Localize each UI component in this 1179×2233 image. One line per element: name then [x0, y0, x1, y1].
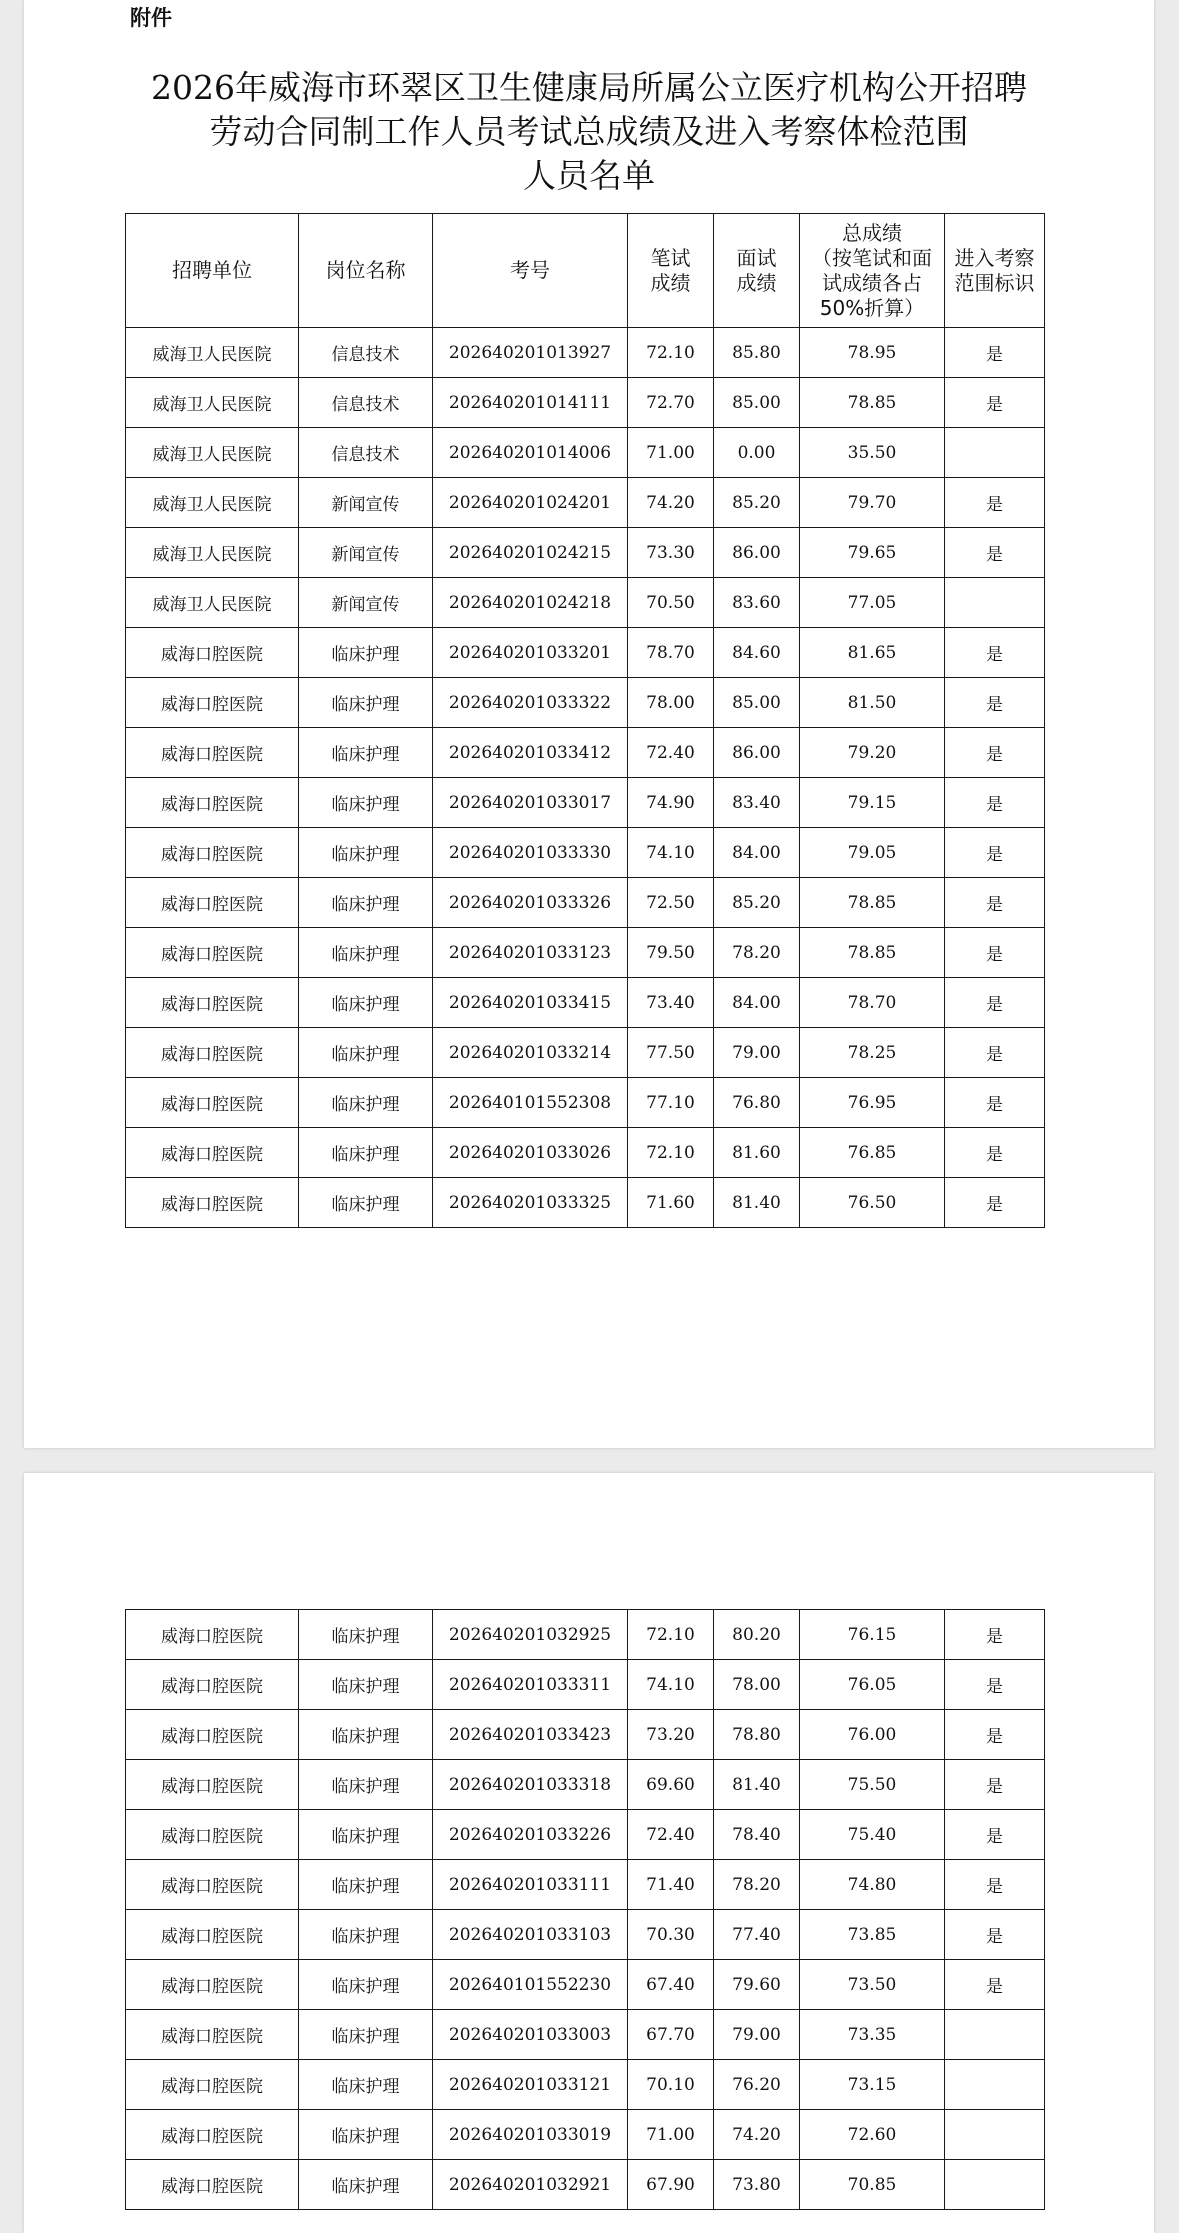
cell-unit: 威海口腔医院 — [126, 2110, 299, 2160]
cell-exam-no: 202640201033322 — [433, 678, 628, 728]
cell-total-score: 73.50 — [800, 1960, 945, 2010]
cell-interview-score: 76.20 — [714, 2060, 800, 2110]
table-row — [126, 428, 1045, 478]
cell-interview-score: 84.00 — [714, 828, 800, 878]
cell-interview-score: 83.60 — [714, 578, 800, 628]
table-row — [126, 1028, 1045, 1078]
cell-exam-no: 202640201033003 — [433, 2010, 628, 2060]
cell-position: 新闻宣传 — [299, 578, 433, 628]
cell-written-score: 78.00 — [628, 678, 714, 728]
cell-unit: 威海口腔医院 — [126, 1860, 299, 1910]
cell-interview-score: 78.40 — [714, 1810, 800, 1860]
cell-inspection-flag: 是 — [945, 928, 1045, 978]
cell-total-score: 76.50 — [800, 1178, 945, 1228]
cell-inspection-flag: 是 — [945, 1610, 1045, 1660]
cell-inspection-flag: 是 — [945, 728, 1045, 778]
cell-unit: 威海口腔医院 — [126, 2010, 299, 2060]
cell-interview-score: 81.40 — [714, 1760, 800, 1810]
cell-inspection-flag — [945, 2160, 1045, 2210]
cell-exam-no: 202640201032925 — [433, 1610, 628, 1660]
cell-unit: 威海卫人民医院 — [126, 378, 299, 428]
cell-unit: 威海口腔医院 — [126, 2060, 299, 2110]
cell-exam-no: 202640201033415 — [433, 978, 628, 1028]
cell-unit: 威海口腔医院 — [126, 1610, 299, 1660]
cell-written-score: 71.40 — [628, 1860, 714, 1910]
cell-total-score: 76.05 — [800, 1660, 945, 1710]
table-row — [126, 678, 1045, 728]
cell-total-score: 78.85 — [800, 378, 945, 428]
cell-inspection-flag: 是 — [945, 328, 1045, 378]
cell-interview-score: 80.20 — [714, 1610, 800, 1660]
cell-position: 信息技术 — [299, 328, 433, 378]
cell-unit: 威海口腔医院 — [126, 2160, 299, 2210]
cell-position: 临床护理 — [299, 2160, 433, 2210]
cell-interview-score: 85.00 — [714, 378, 800, 428]
cell-written-score: 74.20 — [628, 478, 714, 528]
cell-unit: 威海口腔医院 — [126, 1078, 299, 1128]
table-row — [126, 2060, 1045, 2110]
cell-position: 临床护理 — [299, 778, 433, 828]
cell-position: 临床护理 — [299, 1178, 433, 1228]
cell-inspection-flag — [945, 2010, 1045, 2060]
cell-position: 临床护理 — [299, 878, 433, 928]
cell-position: 临床护理 — [299, 2060, 433, 2110]
cell-inspection-flag: 是 — [945, 528, 1045, 578]
table-row — [126, 578, 1045, 628]
cell-unit: 威海卫人民医院 — [126, 478, 299, 528]
cell-position: 临床护理 — [299, 978, 433, 1028]
cell-exam-no: 202640201033326 — [433, 878, 628, 928]
header-interview-score: 面试 成绩 — [714, 214, 800, 328]
cell-exam-no: 202640201014006 — [433, 428, 628, 478]
cell-position: 新闻宣传 — [299, 528, 433, 578]
cell-total-score: 76.95 — [800, 1078, 945, 1128]
cell-inspection-flag: 是 — [945, 1078, 1045, 1128]
cell-total-score: 73.85 — [800, 1910, 945, 1960]
cell-total-score: 79.15 — [800, 778, 945, 828]
cell-total-score: 81.65 — [800, 628, 945, 678]
table-row — [126, 1178, 1045, 1228]
header-written-score: 笔试 成绩 — [628, 214, 714, 328]
cell-total-score: 78.85 — [800, 928, 945, 978]
table-row — [126, 1710, 1045, 1760]
cell-exam-no: 202640101552308 — [433, 1078, 628, 1128]
cell-written-score: 67.90 — [628, 2160, 714, 2210]
table-row — [126, 2160, 1045, 2210]
cell-written-score: 71.60 — [628, 1178, 714, 1228]
cell-unit: 威海口腔医院 — [126, 728, 299, 778]
cell-written-score: 79.50 — [628, 928, 714, 978]
cell-position: 临床护理 — [299, 928, 433, 978]
cell-position: 临床护理 — [299, 2110, 433, 2160]
cell-total-score: 76.00 — [800, 1710, 945, 1760]
cell-exam-no: 202640201024201 — [433, 478, 628, 528]
cell-position: 信息技术 — [299, 428, 433, 478]
cell-exam-no: 202640201033201 — [433, 628, 628, 678]
cell-written-score: 72.10 — [628, 328, 714, 378]
cell-exam-no: 202640201032921 — [433, 2160, 628, 2210]
cell-unit: 威海口腔医院 — [126, 1960, 299, 2010]
table-row — [126, 828, 1045, 878]
results-table-page-1 — [125, 213, 1045, 1228]
cell-unit: 威海口腔医院 — [126, 1710, 299, 1760]
table-row — [126, 1860, 1045, 1910]
table-row — [126, 778, 1045, 828]
cell-unit: 威海口腔医院 — [126, 878, 299, 928]
cell-exam-no: 202640201033111 — [433, 1860, 628, 1910]
cell-interview-score: 76.80 — [714, 1078, 800, 1128]
cell-exam-no: 202640201033412 — [433, 728, 628, 778]
cell-written-score: 74.10 — [628, 1660, 714, 1710]
document-title — [24, 66, 1154, 198]
cell-inspection-flag: 是 — [945, 1710, 1045, 1760]
cell-exam-no: 202640201013927 — [433, 328, 628, 378]
cell-position: 新闻宣传 — [299, 478, 433, 528]
cell-written-score: 73.40 — [628, 978, 714, 1028]
cell-position: 临床护理 — [299, 1028, 433, 1078]
cell-written-score: 70.10 — [628, 2060, 714, 2110]
header-inspection-flag: 进入考察 范围标识 — [945, 214, 1045, 328]
cell-written-score: 72.70 — [628, 378, 714, 428]
cell-total-score: 79.05 — [800, 828, 945, 878]
cell-position: 信息技术 — [299, 378, 433, 428]
cell-unit: 威海口腔医院 — [126, 1028, 299, 1078]
cell-position: 临床护理 — [299, 1810, 433, 1860]
cell-inspection-flag — [945, 578, 1045, 628]
cell-exam-no: 202640201024215 — [433, 528, 628, 578]
table-row — [126, 328, 1045, 378]
table-row — [126, 1610, 1045, 1660]
cell-exam-no: 202640201033026 — [433, 1128, 628, 1178]
cell-total-score: 76.15 — [800, 1610, 945, 1660]
cell-unit: 威海口腔医院 — [126, 1660, 299, 1710]
cell-interview-score: 85.20 — [714, 478, 800, 528]
cell-written-score: 72.10 — [628, 1610, 714, 1660]
cell-exam-no: 202640201033226 — [433, 1810, 628, 1860]
cell-unit: 威海口腔医院 — [126, 978, 299, 1028]
cell-unit: 威海卫人民医院 — [126, 578, 299, 628]
cell-exam-no: 202640201033123 — [433, 928, 628, 978]
title-line-2: 劳动合同制工作人员考试总成绩及进入考察体检范围 — [209, 112, 969, 151]
cell-position: 临床护理 — [299, 1610, 433, 1660]
header-total-score: 总成绩 （按笔试和面 试成绩各占 50%折算） — [800, 214, 945, 328]
cell-inspection-flag: 是 — [945, 1128, 1045, 1178]
cell-total-score: 79.65 — [800, 528, 945, 578]
cell-total-score: 35.50 — [800, 428, 945, 478]
cell-interview-score: 78.00 — [714, 1660, 800, 1710]
cell-unit: 威海卫人民医院 — [126, 328, 299, 378]
cell-written-score: 67.40 — [628, 1960, 714, 2010]
cell-inspection-flag — [945, 428, 1045, 478]
cell-written-score: 72.50 — [628, 878, 714, 928]
cell-written-score: 72.40 — [628, 1810, 714, 1860]
cell-written-score: 72.40 — [628, 728, 714, 778]
cell-inspection-flag: 是 — [945, 1810, 1045, 1860]
cell-written-score: 77.10 — [628, 1078, 714, 1128]
cell-interview-score: 78.20 — [714, 928, 800, 978]
cell-inspection-flag: 是 — [945, 1028, 1045, 1078]
cell-unit: 威海口腔医院 — [126, 1178, 299, 1228]
cell-inspection-flag: 是 — [945, 828, 1045, 878]
header-unit: 招聘单位 — [126, 214, 299, 328]
cell-interview-score: 74.20 — [714, 2110, 800, 2160]
header-position: 岗位名称 — [299, 214, 433, 328]
cell-position: 临床护理 — [299, 1710, 433, 1760]
document-page-1 — [24, 0, 1154, 1448]
cell-total-score: 75.40 — [800, 1810, 945, 1860]
cell-written-score: 74.10 — [628, 828, 714, 878]
cell-position: 临床护理 — [299, 1910, 433, 1960]
cell-unit: 威海口腔医院 — [126, 628, 299, 678]
cell-exam-no: 202640201024218 — [433, 578, 628, 628]
cell-written-score: 72.10 — [628, 1128, 714, 1178]
table-row — [126, 378, 1045, 428]
cell-inspection-flag — [945, 2060, 1045, 2110]
cell-inspection-flag: 是 — [945, 1960, 1045, 2010]
cell-written-score: 67.70 — [628, 2010, 714, 2060]
document-page-2 — [24, 1473, 1154, 2233]
table-row — [126, 1910, 1045, 1960]
cell-interview-score: 73.80 — [714, 2160, 800, 2210]
table-row — [126, 528, 1045, 578]
cell-interview-score: 84.00 — [714, 978, 800, 1028]
cell-exam-no: 202640201014111 — [433, 378, 628, 428]
cell-exam-no: 202640201033311 — [433, 1660, 628, 1710]
table-row — [126, 1960, 1045, 2010]
cell-total-score: 78.25 — [800, 1028, 945, 1078]
cell-inspection-flag: 是 — [945, 778, 1045, 828]
cell-inspection-flag: 是 — [945, 478, 1045, 528]
table-body-page-1 — [126, 328, 1045, 1228]
cell-interview-score: 79.60 — [714, 1960, 800, 2010]
cell-exam-no: 202640201033019 — [433, 2110, 628, 2160]
table-body-page-2 — [126, 1610, 1045, 2210]
cell-written-score: 71.00 — [628, 2110, 714, 2160]
cell-position: 临床护理 — [299, 1960, 433, 2010]
cell-position: 临床护理 — [299, 1078, 433, 1128]
cell-exam-no: 202640101552230 — [433, 1960, 628, 2010]
cell-total-score: 79.70 — [800, 478, 945, 528]
table-row — [126, 978, 1045, 1028]
cell-written-score: 78.70 — [628, 628, 714, 678]
cell-inspection-flag: 是 — [945, 1760, 1045, 1810]
cell-inspection-flag: 是 — [945, 678, 1045, 728]
results-table-page-2 — [125, 1609, 1045, 2210]
cell-total-score: 70.85 — [800, 2160, 945, 2210]
cell-interview-score: 81.40 — [714, 1178, 800, 1228]
cell-exam-no: 202640201033318 — [433, 1760, 628, 1810]
cell-interview-score: 77.40 — [714, 1910, 800, 1960]
cell-interview-score: 85.20 — [714, 878, 800, 928]
attachment-label: 附件 — [130, 6, 172, 30]
table-header-row — [126, 214, 1045, 328]
cell-unit: 威海卫人民医院 — [126, 428, 299, 478]
cell-interview-score: 81.60 — [714, 1128, 800, 1178]
table-row — [126, 1078, 1045, 1128]
cell-unit: 威海口腔医院 — [126, 778, 299, 828]
cell-unit: 威海口腔医院 — [126, 828, 299, 878]
cell-inspection-flag — [945, 2110, 1045, 2160]
cell-total-score: 73.35 — [800, 2010, 945, 2060]
cell-written-score: 73.20 — [628, 1710, 714, 1760]
cell-total-score: 79.20 — [800, 728, 945, 778]
cell-interview-score: 85.80 — [714, 328, 800, 378]
cell-total-score: 72.60 — [800, 2110, 945, 2160]
cell-interview-score: 78.80 — [714, 1710, 800, 1760]
cell-total-score: 78.70 — [800, 978, 945, 1028]
cell-position: 临床护理 — [299, 728, 433, 778]
cell-inspection-flag: 是 — [945, 1910, 1045, 1960]
cell-inspection-flag: 是 — [945, 878, 1045, 928]
cell-position: 临床护理 — [299, 678, 433, 728]
cell-inspection-flag: 是 — [945, 1860, 1045, 1910]
cell-total-score: 73.15 — [800, 2060, 945, 2110]
cell-inspection-flag: 是 — [945, 378, 1045, 428]
cell-total-score: 77.05 — [800, 578, 945, 628]
cell-interview-score: 85.00 — [714, 678, 800, 728]
cell-exam-no: 202640201033121 — [433, 2060, 628, 2110]
cell-exam-no: 202640201033325 — [433, 1178, 628, 1228]
cell-exam-no: 202640201033330 — [433, 828, 628, 878]
table-row — [126, 1810, 1045, 1860]
table-row — [126, 1760, 1045, 1810]
cell-unit: 威海口腔医院 — [126, 1760, 299, 1810]
cell-written-score: 70.30 — [628, 1910, 714, 1960]
cell-total-score: 78.85 — [800, 878, 945, 928]
cell-inspection-flag: 是 — [945, 1660, 1045, 1710]
table-row — [126, 928, 1045, 978]
cell-interview-score: 79.00 — [714, 2010, 800, 2060]
cell-position: 临床护理 — [299, 628, 433, 678]
cell-exam-no: 202640201033017 — [433, 778, 628, 828]
cell-unit: 威海口腔医院 — [126, 1810, 299, 1860]
title-line-1: 2026年威海市环翠区卫生健康局所属公立医疗机构公开招聘 — [151, 68, 1027, 107]
cell-total-score: 81.50 — [800, 678, 945, 728]
cell-unit: 威海口腔医院 — [126, 678, 299, 728]
table-row — [126, 2010, 1045, 2060]
table-row — [126, 628, 1045, 678]
table-row — [126, 2110, 1045, 2160]
table-row — [126, 478, 1045, 528]
cell-written-score: 74.90 — [628, 778, 714, 828]
table-row — [126, 1128, 1045, 1178]
cell-unit: 威海口腔医院 — [126, 1910, 299, 1960]
cell-position: 临床护理 — [299, 1660, 433, 1710]
table-row — [126, 878, 1045, 928]
cell-position: 临床护理 — [299, 1128, 433, 1178]
cell-inspection-flag: 是 — [945, 628, 1045, 678]
cell-written-score: 71.00 — [628, 428, 714, 478]
cell-total-score: 75.50 — [800, 1760, 945, 1810]
cell-written-score: 77.50 — [628, 1028, 714, 1078]
cell-unit: 威海口腔医院 — [126, 1128, 299, 1178]
cell-exam-no: 202640201033103 — [433, 1910, 628, 1960]
cell-exam-no: 202640201033423 — [433, 1710, 628, 1760]
cell-inspection-flag: 是 — [945, 1178, 1045, 1228]
cell-total-score: 78.95 — [800, 328, 945, 378]
cell-inspection-flag: 是 — [945, 978, 1045, 1028]
title-line-3: 人员名单 — [523, 156, 655, 195]
cell-total-score: 76.85 — [800, 1128, 945, 1178]
cell-interview-score: 84.60 — [714, 628, 800, 678]
cell-interview-score: 78.20 — [714, 1860, 800, 1910]
table-row — [126, 1660, 1045, 1710]
header-exam-no: 考号 — [433, 214, 628, 328]
cell-interview-score: 0.00 — [714, 428, 800, 478]
cell-position: 临床护理 — [299, 1860, 433, 1910]
cell-interview-score: 83.40 — [714, 778, 800, 828]
cell-exam-no: 202640201033214 — [433, 1028, 628, 1078]
cell-total-score: 74.80 — [800, 1860, 945, 1910]
cell-unit: 威海口腔医院 — [126, 928, 299, 978]
cell-position: 临床护理 — [299, 2010, 433, 2060]
cell-interview-score: 86.00 — [714, 728, 800, 778]
cell-position: 临床护理 — [299, 828, 433, 878]
cell-written-score: 70.50 — [628, 578, 714, 628]
cell-written-score: 69.60 — [628, 1760, 714, 1810]
cell-interview-score: 86.00 — [714, 528, 800, 578]
table-row — [126, 728, 1045, 778]
cell-unit: 威海卫人民医院 — [126, 528, 299, 578]
cell-written-score: 73.30 — [628, 528, 714, 578]
cell-position: 临床护理 — [299, 1760, 433, 1810]
cell-interview-score: 79.00 — [714, 1028, 800, 1078]
